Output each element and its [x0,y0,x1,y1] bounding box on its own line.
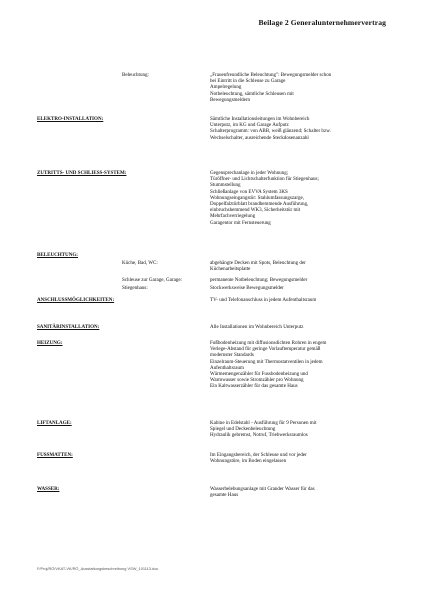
text-line: Wärmemengenzähler für Fussbodenheizung und [210,371,308,378]
label-beleuchtung: Beleuchtung: [122,72,149,78]
text-line: Schalterprogramm: von ABB, weiß glänzend; Schalter bzw. [210,128,331,135]
text-line: Ein Kaltwasserzähler für das gesamte Haus [210,383,298,390]
text-line: Verlege-Abstand für geringe Vorlauftemperatur gemäß [210,346,321,353]
text-line: gesamte Haus [210,492,239,499]
text-liftanlage [210,420,390,439]
text-schleuse-garage [210,277,390,283]
text-line: Notbeleuchtung, sämtliche Schleusen mit [210,90,294,97]
text-line: Aufenthaltsraum [210,364,244,371]
text-line: Doppelfalztürblatt brandhemmende Ausführung, [210,201,309,208]
text-line: Wasserbelebungsanlage mit Grander Wasser für das [210,486,315,492]
page-title: Beilage 2 Generalunternehmervertrag [258,18,386,27]
footer-file-path: F/Proj/RÖ/VKAT-VK/RÖ_Ausstattungsbeschreibung VSW_101113.doc [37,566,159,571]
text-line: Einzelraum-Steuerung mit Thermostatventilen in jedem [210,358,323,365]
text-line: Sämtliche Installationsleitungen im Wohnbereich [210,116,310,122]
text-line: Gegensprechanlage in jeder Wohnung; [210,170,289,176]
text-elektro-installation [210,116,390,141]
text-anschlussmoeglichkeiten [210,297,390,303]
heading-beleuchtung: BELEUCHTUNG: [37,252,78,258]
heading-fussmatten: FUSSMATTEN: [37,452,73,458]
text-line: Spiegel und Deckenbeleuchtung [210,426,276,433]
text-beleuchtung [210,72,390,103]
text-heizung [210,340,390,390]
text-line: Mehrfachverriegelung [210,213,256,220]
text-line: Wechselschalter, ausreichende Steckdosenanzahl [210,134,309,141]
text-line: bei Eintritt in die Schleuse zu Garage [210,78,286,85]
heading-wasser: WASSER: [37,486,60,492]
label-schleuse-garage: Schleuse zur Garage, Garage: [122,277,182,283]
text-kueche-bad-wc [210,260,390,272]
text-line: Im Eingangsbereich, der Schleuse und vor jeder [210,452,307,458]
text-line: permanente Notbeleuchtung; Bewegungsmelder [210,277,308,283]
heading-anschlussmoeglichkeiten: ANSCHLUSSMÖGLICHKEITEN: [37,297,115,303]
text-line: Alle Installationen im Wohnbereich Unterputz [210,324,304,330]
text-line: Schließanlage von EVVA System 3KS [210,188,288,195]
label-stiegenhaus: Stiegenhaus: [122,285,148,291]
text-zutritts-schliess-system [210,170,390,226]
text-fussmatten [210,452,390,464]
heading-zutritts-schliess-system: ZUTRITTS- UND SCHLIESS-SYSTEM: [37,170,127,176]
text-wasser [210,486,390,498]
heading-liftanlage: LIFTANLAGE: [37,420,72,426]
text-line: Hydraulik gebremst, Notruf, Triebwerksraumlos [210,432,308,439]
text-line: Türöffner- und Lichtschalterfunktion für Stiegenhaus; [210,176,319,183]
text-line: Wohnungseingangstür: Stahlumfassungszarge, [210,194,304,201]
text-line: Ampelregelung [210,84,242,91]
text-line: Wohnungstüre, im Boden eingelassen [210,458,287,465]
text-line: Fußbodenheizung mit diffusionsdichten Rohren in engem [210,340,327,346]
text-line: Unterputz, im KG und Garage Aufputz [210,122,289,129]
text-line: Stockwerksweise Bewegungsmelder [210,285,284,291]
text-line: TV- und Telefonanschluss in jedem Aufenthaltsraum [210,297,317,303]
text-line: Kabine in Edelstahl - Ausführung für 9 Personen mit [210,420,317,426]
heading-elektro-installation: ELEKTRO-INSTALLATION: [37,116,104,122]
text-line: Küchenarbeitsplatte [210,266,251,273]
text-sanitaerinstallation [210,324,390,330]
text-line: Warmwasser sowie Stromzähler pro Wohnung [210,377,304,384]
label-kueche-bad-wc: Küche, Bad, WC: [122,260,158,266]
heading-heizung: HEIZUNG: [37,340,63,346]
heading-sanitaerinstallation: SANITÄRINSTALLATION: [37,324,100,330]
text-line: modernster Standards [210,352,254,359]
text-line: einbruchshemmend WK3, Sicherheitstür mit [210,207,301,214]
text-line: Garagentor mit Fernsteuerung [210,219,271,226]
text-line: „Frauenfreundliche Beleuchtung": Bewegungsmelder schon [210,72,332,78]
text-line: abgehängte Decken mit Spots, Beleuchtung der [210,260,306,266]
text-line: Stummstellung [210,182,241,189]
text-line: Bewegungsmeldern [210,96,251,103]
text-stiegenhaus [210,285,390,291]
